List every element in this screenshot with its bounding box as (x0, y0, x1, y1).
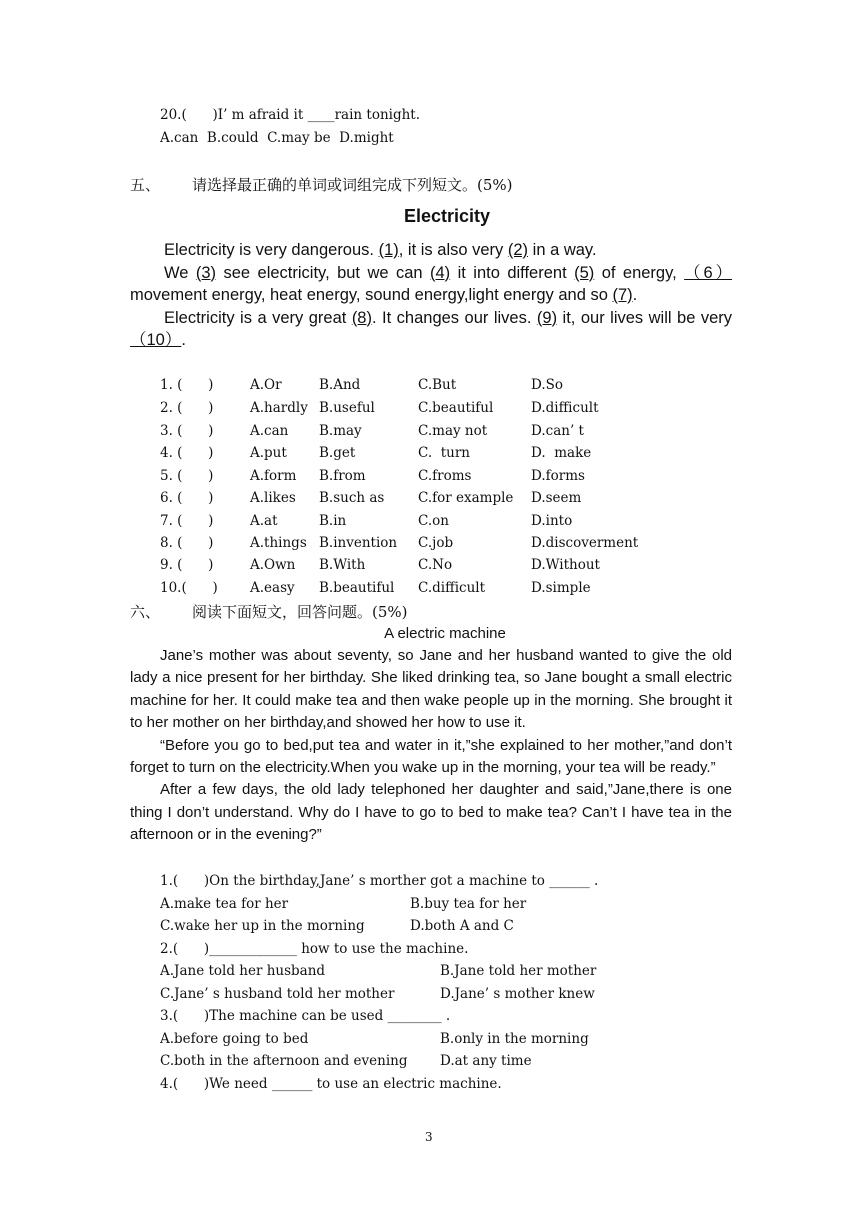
electricity-passage (130, 239, 732, 352)
reading-q2-stem: 2.( )_____________ how to use the machine. (160, 941, 469, 957)
section5-heading: 请选择最正确的单词或词组完成下列短文。(5%) (192, 176, 513, 194)
blank-9: (9) (536, 308, 558, 327)
passage-paragraph: “Before you go to bed,put tea and water in it,”she explained to her mother,”and don’t forget to turn on the electricity.When you wake up in the morning, your tea will be ready.” (130, 736, 732, 777)
reading-passage (130, 645, 732, 847)
reading-q2-option-c: C.Jane’ s husband told her mother (160, 986, 395, 1002)
reading-q1-option-b: B.buy tea for her (410, 896, 527, 912)
blank-3: (3) (195, 263, 217, 282)
electricity-title: Electricity (403, 206, 491, 226)
reading-q2-option-d: D.Jane’ s mother knew (440, 986, 595, 1002)
blank-7: (7) (612, 286, 633, 304)
passage-title: A electric machine (384, 625, 506, 642)
reading-q3-option-b: B.only in the morning (440, 1031, 589, 1047)
reading-q1-option-c: C.wake her up in the morning (160, 918, 365, 934)
blank-6: （6） (684, 263, 733, 282)
reading-q3-stem: 3.( )The machine can be used ________ . (160, 1008, 451, 1024)
q20-stem: 20.( )I’ m afraid it ____rain tonight. (160, 107, 421, 123)
blank-1: (1) (378, 241, 399, 259)
reading-q3-option-a: A.before going to bed (160, 1031, 309, 1047)
reading-q2-option-a: A.Jane told her husband (160, 963, 326, 979)
blank-4: (4) (430, 263, 451, 282)
blank-10: （10） (130, 331, 182, 349)
blank-8: (8) (351, 308, 372, 327)
passage-paragraph: Jane’s mother was about seventy, so Jane and her husband wanted to give the old lady a nice present for her birthday. She liked drinking tea, so Jane bought a small electric machine for her. It could make tea and then wake people up in the morning. She brought it to her mother on her birthday,and showed her how to use it. (130, 647, 732, 732)
section5-number: 五、 (130, 176, 161, 194)
reading-q2-option-b: B.Jane told her mother (440, 963, 597, 979)
blank-2: (2) (507, 241, 529, 259)
blank-5: (5) (574, 263, 595, 282)
reading-q1-option-a: A.make tea for her (160, 896, 289, 912)
electricity-paragraph-3: Electricity is a very great (8). It changes our lives. (9) it, our lives will be very （10）. (130, 308, 733, 349)
reading-q3-option-c: C.both in the afternoon and evening (160, 1053, 408, 1069)
reading-q3-option-d: D.at any time (440, 1053, 532, 1069)
reading-q1-stem: 1.( )On the birthday,Jane’ s morther got a machine to ______ . (160, 873, 599, 889)
section6-number: 六、 (130, 603, 161, 621)
passage-paragraph: After a few days, the old lady telephoned her daughter and said,”Jane,there is one thing I don’t understand. Why do I have to go to bed to make tea? Can’t I have tea in the afternoon or in the evening?” (130, 781, 732, 844)
q20-options: A.can B.could C.may be D.might (160, 130, 394, 146)
section6-heading: 阅读下面短文，回答问题。(5%) (192, 603, 408, 621)
electricity-paragraph-1: Electricity is very dangerous. (1), it is also very (2) in a way. (164, 241, 597, 259)
reading-q4-stem: 4.( )We need ______ to use an electric machine. (160, 1076, 502, 1092)
electricity-paragraph-2: We (3) see electricity, but we can (4) it into different (5) of energy, （6） movement energy, heat energy, sound energy,light energy and so (7). (130, 263, 733, 304)
reading-q1-option-d: D.both A and C (410, 918, 514, 934)
page-number: 3 (425, 1130, 433, 1144)
